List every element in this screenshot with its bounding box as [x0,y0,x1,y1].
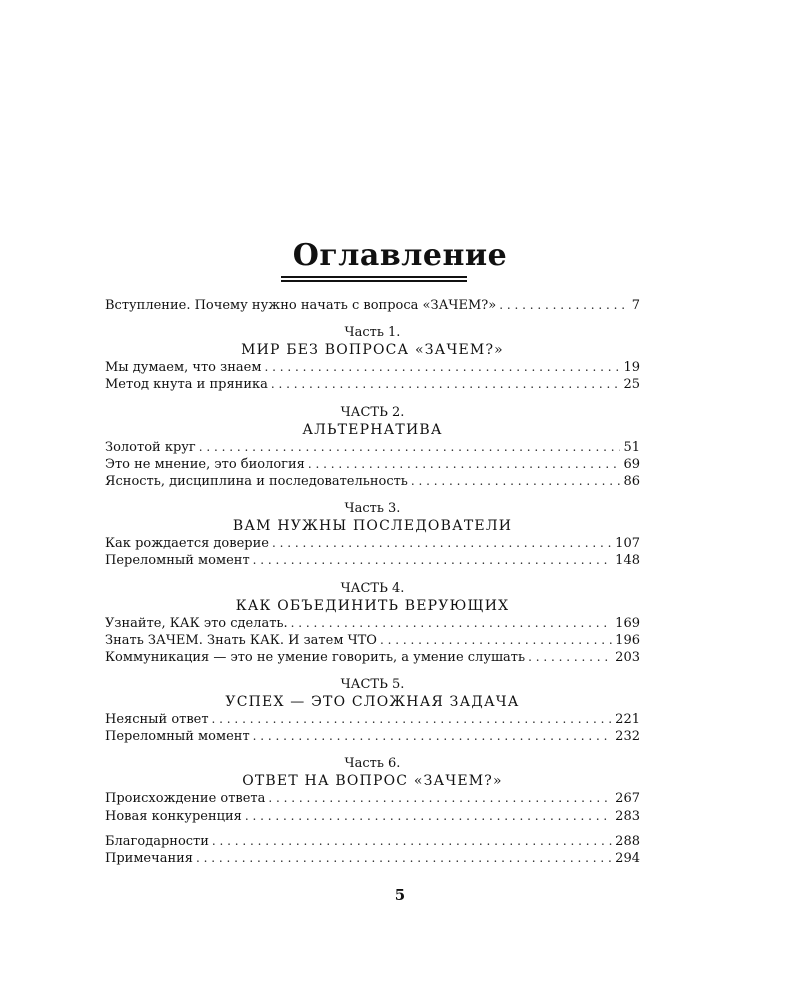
dot-leader [253,552,613,569]
toc-entry-page: 283 [615,808,640,824]
dot-leader [212,833,612,850]
dot-leader [264,359,620,376]
toc-entry-title: Ясность, дисциплина и последовательность [105,473,408,489]
dot-leader [245,808,612,825]
toc-entry-page: 203 [615,649,640,665]
page-number: 5 [394,886,406,904]
toc-entry-page: 25 [623,377,640,393]
toc-entry-title: Происхождение ответа [105,791,266,807]
toc-entry-page: 267 [615,791,640,807]
dot-leader [291,615,613,632]
toc-entry[interactable] [105,535,640,552]
part-label: Часть 1. [344,325,401,341]
toc-entry-page: 51 [623,439,640,455]
toc-entry[interactable] [105,632,640,649]
toc-entry-title: Метод кнута и пряника [105,377,268,393]
part-label: Часть 6. [344,756,401,772]
toc-entry-notes[interactable] [105,850,640,867]
part-title: КАК ОБЪЕДИНИТЬ ВЕРУЮЩИХ [235,597,510,614]
part-title: МИР БЕЗ ВОПРОСА «ЗАЧЕМ?» [241,342,504,359]
toc-entry-title: Как рождается доверие [105,536,269,552]
toc-entry-title: Знать ЗАЧЕМ. Знать КАК. И затем ЧТО [105,632,377,648]
dot-leader [268,790,612,807]
toc-entry[interactable] [105,711,640,728]
part-title: УСПЕХ — ЭТО СЛОЖНАЯ ЗАДАЧА [225,694,520,711]
section-gap [105,825,640,833]
toc-entry-title: Золотой круг [105,439,196,455]
toc-entry-page: 232 [615,729,640,745]
part-label: ЧАСТЬ 2. [340,404,405,420]
toc-entry[interactable] [105,649,640,666]
toc-entry-title: Вступление. Почему нужно начать с вопроса «ЗАЧЕМ?» [105,298,497,313]
toc-entry-page: 86 [623,473,640,489]
toc-entry[interactable] [105,552,640,569]
toc-entry-title: Коммуникация — это не умение говорить, а умение слушать [105,649,526,665]
part-label: ЧАСТЬ 5. [340,677,405,693]
toc-entry[interactable] [105,439,640,456]
toc-entry[interactable] [105,728,640,745]
dot-leader [271,376,621,393]
title-underline-second [281,280,467,282]
part-label: Часть 3. [344,501,401,517]
toc-entry-page: 294 [615,851,640,866]
dot-leader [253,728,613,745]
page-title: Оглавление [292,238,508,273]
dot-leader [499,297,629,314]
toc-entry-acknowledgements[interactable] [105,833,640,850]
part-label: ЧАСТЬ 4. [340,580,405,596]
dot-leader [411,473,621,490]
toc-entry-title: Переломный момент [105,553,250,569]
title-underline [281,276,467,278]
toc-entry-page: 69 [623,456,640,472]
toc-entry-title: Переломный момент [105,729,250,745]
part-title: ВАМ НУЖНЫ ПОСЛЕДОВАТЕЛИ [232,518,513,535]
dot-leader [199,439,621,456]
toc-entry[interactable] [105,790,640,807]
toc-entry-intro[interactable] [105,297,640,314]
toc-entry-page: 196 [615,632,640,648]
toc-entry[interactable] [105,808,640,825]
toc-entry[interactable] [105,473,640,490]
table-of-contents [105,297,640,867]
part-title: ОТВЕТ НА ВОПРОС «ЗАЧЕМ?» [242,773,503,790]
toc-entry-page: 169 [615,615,640,631]
toc-entry-page: 107 [615,536,640,552]
toc-entry-title: Неясный ответ [105,712,209,728]
toc-entry-page: 19 [623,360,640,376]
toc-entry-page: 7 [631,298,640,313]
dot-leader [528,649,612,666]
toc-entry-title: Благодарности [105,833,209,849]
toc-entry-title: Это не мнение, это биология [105,456,305,472]
part-title: АЛЬТЕРНАТИВА [302,421,443,438]
dot-leader [272,535,612,552]
toc-entry[interactable] [105,359,640,376]
toc-entry-title: Новая конкуренция [105,808,242,824]
toc-entry-page: 221 [615,712,640,728]
toc-entry[interactable] [105,615,640,632]
toc-entry-title: Примечания [105,851,194,866]
toc-entry-title: Узнайте, КАК это сделать. [105,615,288,631]
dot-leader [380,632,612,649]
toc-entry-title: Мы думаем, что знаем [105,360,262,376]
toc-entry[interactable] [105,456,640,473]
toc-entry-page: 148 [615,553,640,569]
toc-entry-page: 288 [615,833,640,849]
dot-leader [212,711,613,728]
dot-leader [196,850,612,867]
dot-leader [308,456,621,473]
toc-entry[interactable] [105,376,640,393]
